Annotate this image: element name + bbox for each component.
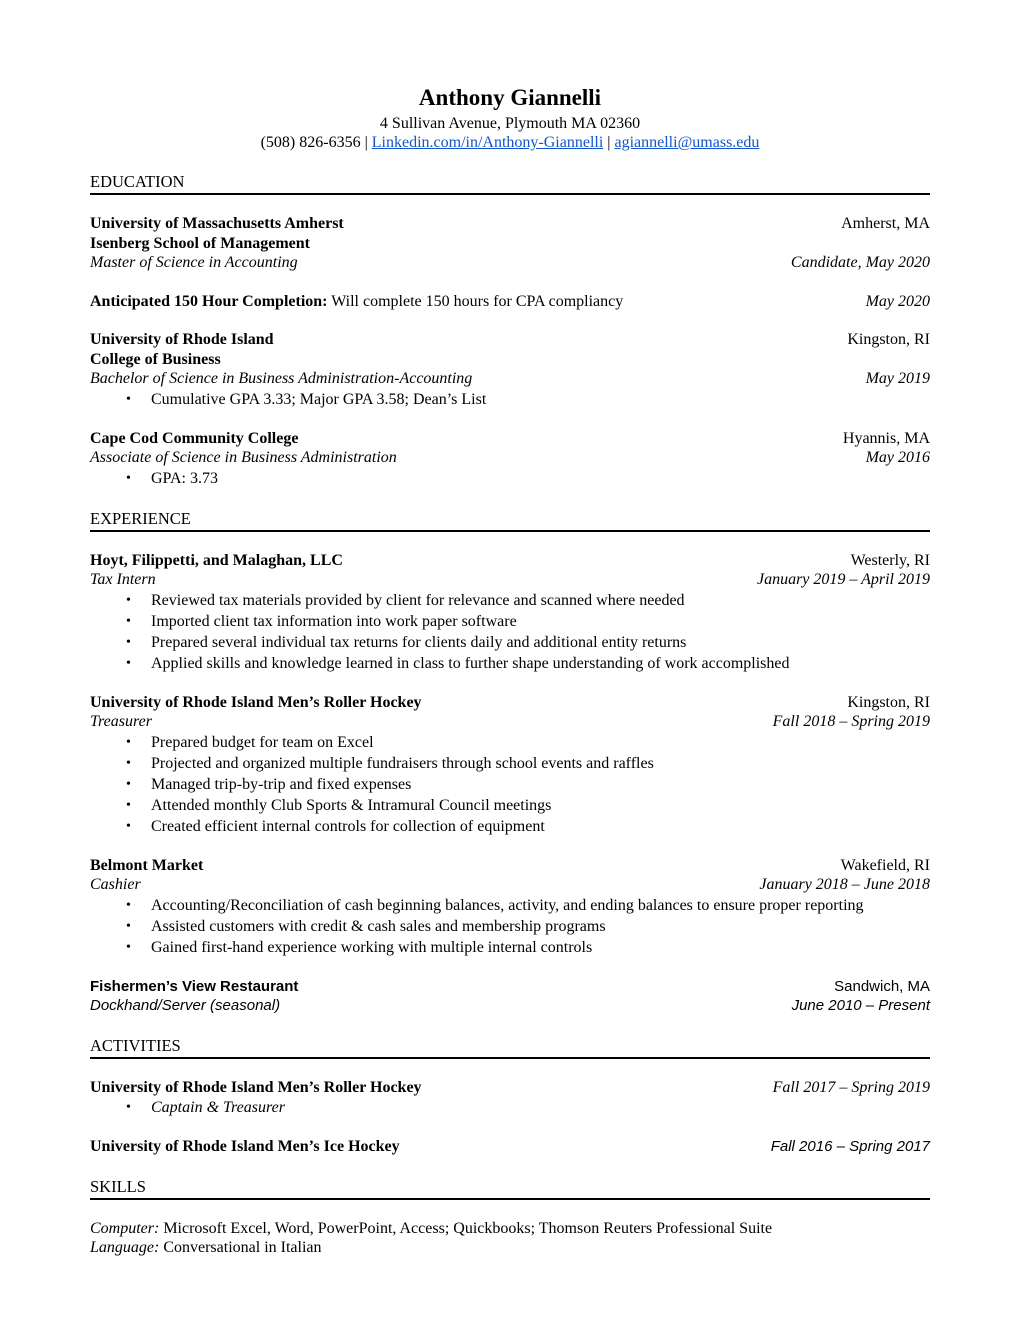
entry-right <box>827 330 930 350</box>
bullet-icon: • <box>126 734 131 750</box>
entry-left <box>90 429 298 449</box>
text-run: Cashier <box>90 876 141 893</box>
text-run: Treasurer <box>90 713 152 730</box>
bullet-icon: • <box>126 1100 131 1115</box>
entry-left <box>90 712 152 732</box>
text-run: Accounting/Reconciliation of cash beginning balances, activity, and ending balances to ensure proper reporting <box>151 896 864 914</box>
entry-right <box>753 712 930 732</box>
resume-sections <box>90 172 930 1258</box>
text-run: College of Business <box>90 350 221 368</box>
entry-left <box>90 977 298 997</box>
bullet-text <box>151 916 930 937</box>
education-entry <box>90 429 930 489</box>
experience-entry <box>90 977 930 1016</box>
text-run: Prepared several individual tax returns for clients daily and additional entity returns <box>151 633 687 651</box>
bullet-icon: • <box>126 470 131 486</box>
phone-number: (508) 826-6356 <box>260 134 361 151</box>
text-run: Amherst, MA <box>841 215 930 232</box>
bullet-item <box>90 468 930 489</box>
bullet-item <box>90 774 930 795</box>
entry-left <box>90 369 472 389</box>
entry-line <box>90 369 930 389</box>
section-education <box>90 172 930 489</box>
text-run: May 2016 <box>865 449 930 466</box>
section-title-education: EDUCATION <box>90 172 930 195</box>
entry-line <box>90 1219 930 1239</box>
bullet-icon: • <box>126 755 131 771</box>
entry-line <box>90 1078 930 1098</box>
entry-line <box>90 350 930 370</box>
entry-left <box>90 350 221 370</box>
text-run: May 2019 <box>865 370 930 387</box>
section-title-activities: ACTIVITIES <box>90 1036 930 1059</box>
section-experience <box>90 509 930 1016</box>
bullet-text <box>151 590 930 611</box>
entry-left <box>90 330 274 350</box>
text-run: Westerly, RI <box>850 551 930 569</box>
entry-left <box>90 551 343 571</box>
bullet-item <box>90 753 930 774</box>
bullet-item <box>90 632 930 653</box>
bullet-text <box>151 468 930 489</box>
text-run: Attended monthly Club Sports & Intramural Council meetings <box>151 796 552 814</box>
linkedin-link[interactable]: Linkedin.com/in/Anthony-Giannelli <box>371 134 604 151</box>
text-run: Sandwich, MA <box>834 977 930 995</box>
entry-line <box>90 996 930 1016</box>
entry-line <box>90 551 930 571</box>
text-run: Kingston, RI <box>847 693 930 711</box>
text-run: Dockhand/Server (seasonal) <box>90 997 281 1014</box>
text-run: Kingston, RI <box>847 331 930 348</box>
entry-left <box>90 1219 772 1239</box>
entry-line <box>90 292 930 312</box>
text-run: Microsoft Excel, Word, PowerPoint, Access; Quickbooks; Thomson Reuters Professional Suite <box>159 1219 773 1237</box>
text-run: Conversational in Italian <box>159 1239 322 1256</box>
text-run: Bachelor of Science in Business Administration-Accounting <box>90 370 473 387</box>
text-run: Master of Science in Accounting <box>90 254 298 271</box>
bullet-item <box>90 816 930 837</box>
entry-line <box>90 570 930 590</box>
entry-line <box>90 875 930 895</box>
bullet-item <box>90 916 930 937</box>
email-link[interactable]: agiannelli@umass.edu <box>614 134 760 151</box>
entry-right <box>751 1137 930 1157</box>
experience-entry <box>90 856 930 958</box>
text-run: Hoyt, Filippetti, and Malaghan, LLC <box>90 551 343 569</box>
education-entry <box>90 330 930 410</box>
bullet-icon: • <box>126 897 131 913</box>
text-run: Captain & Treasurer <box>151 1099 285 1116</box>
bullet-icon: • <box>126 918 131 934</box>
entry-line <box>90 214 930 234</box>
experience-entry <box>90 693 930 837</box>
entry-line <box>90 253 930 273</box>
text-run: Prepared budget for team on Excel <box>151 733 374 751</box>
text-run: University of Massachusetts Amherst <box>90 215 344 232</box>
text-run: Associate of Science in Business Administration <box>90 449 397 466</box>
bullet-item <box>90 732 930 753</box>
resume-header <box>90 84 930 152</box>
bullet-text <box>151 774 930 795</box>
text-run: University of Rhode Island Men’s Roller Hockey <box>90 1078 422 1096</box>
entry-left <box>90 253 298 273</box>
entry-right <box>846 369 930 389</box>
entry-line <box>90 712 930 732</box>
text-run: Fall 2016 – Spring 2017 <box>770 1138 930 1155</box>
bullet-item <box>90 590 930 611</box>
resume-address: 4 Sullivan Avenue, Plymouth MA 02360 <box>379 115 641 132</box>
separator: | <box>364 134 372 151</box>
bullet-icon: • <box>126 391 131 407</box>
text-run: Wakefield, RI <box>840 856 930 874</box>
skills-entry <box>90 1219 930 1258</box>
entry-left <box>90 996 280 1016</box>
entry-right <box>771 253 930 273</box>
bullet-item <box>90 653 930 674</box>
entry-left <box>90 1078 422 1098</box>
entry-right <box>821 214 930 234</box>
entry-line <box>90 330 930 350</box>
bullet-item <box>90 937 930 958</box>
activities-entry <box>90 1137 930 1157</box>
entry-left <box>90 856 203 876</box>
bullet-text <box>151 732 930 753</box>
entry-right <box>814 977 930 997</box>
separator: | <box>607 134 615 151</box>
bullet-text <box>151 895 930 916</box>
text-run: Language: <box>90 1239 160 1256</box>
text-run: Anticipated 150 Hour Completion: <box>90 292 328 310</box>
text-run: Created efficient internal controls for collection of equipment <box>151 817 545 835</box>
text-run: Isenberg School of Management <box>90 234 310 252</box>
bullet-text <box>151 816 930 837</box>
text-run: Assisted customers with credit & cash sales and membership programs <box>151 917 606 935</box>
bullet-icon: • <box>126 613 131 629</box>
text-run: Cumulative GPA 3.33; Major GPA 3.58; Dean’s List <box>151 390 487 408</box>
text-run: Applied skills and knowledge learned in class to further shape understanding of work accomplished <box>151 654 790 672</box>
bullet-item <box>90 795 930 816</box>
section-activities <box>90 1036 930 1157</box>
entry-right <box>739 875 930 895</box>
bullet-icon: • <box>126 797 131 813</box>
bullet-text <box>151 937 930 958</box>
contact-line <box>90 133 930 152</box>
text-run: May 2020 <box>865 292 930 310</box>
education-entry <box>90 214 930 273</box>
entry-line <box>90 429 930 449</box>
text-run: Gained first-hand experience working with multiple internal controls <box>151 938 593 956</box>
entry-left <box>90 292 623 312</box>
entry-line <box>90 234 930 254</box>
entry-left <box>90 234 310 254</box>
entry-line <box>90 856 930 876</box>
entry-left <box>90 1238 322 1258</box>
text-run: January 2018 – June 2018 <box>759 876 930 893</box>
entry-left <box>90 875 141 895</box>
entry-right <box>772 996 930 1016</box>
resume-name: Anthony Giannelli <box>418 85 602 110</box>
entry-line <box>90 448 930 468</box>
text-run: Cape Cod Community College <box>90 429 299 447</box>
entry-right <box>846 292 930 312</box>
bullet-text <box>151 611 930 632</box>
education-entry <box>90 292 930 312</box>
section-title-skills: SKILLS <box>90 1177 930 1200</box>
bullet-icon: • <box>126 634 131 650</box>
bullet-item <box>90 611 930 632</box>
bullet-icon: • <box>126 818 131 834</box>
entry-left <box>90 448 397 468</box>
text-run: Hyannis, MA <box>842 429 930 447</box>
bullet-text <box>151 632 930 653</box>
bullet-item <box>90 389 930 410</box>
entry-left <box>90 570 156 590</box>
text-run: GPA: 3.73 <box>151 469 218 487</box>
entry-right <box>846 448 930 468</box>
text-run: University of Rhode Island Men’s Roller Hockey <box>90 693 422 711</box>
bullet-text <box>151 1097 930 1118</box>
text-run: University of Rhode Island <box>90 331 274 348</box>
text-run: Imported client tax information into work paper software <box>151 612 517 630</box>
text-run: Candidate, May 2020 <box>790 254 930 271</box>
bullet-icon: • <box>126 939 131 955</box>
entry-left <box>90 1137 400 1157</box>
text-run: Reviewed tax materials provided by client for relevance and scanned where needed <box>151 591 685 609</box>
text-run: Fishermen’s View Restaurant <box>90 977 299 995</box>
text-run: Computer: <box>90 1219 160 1237</box>
text-run: Managed trip-by-trip and fixed expenses <box>151 775 412 793</box>
bullet-icon: • <box>126 655 131 671</box>
entry-right <box>821 856 930 876</box>
text-run: June 2010 – Present <box>791 997 930 1014</box>
entry-line <box>90 1137 930 1157</box>
bullet-icon: • <box>126 592 131 608</box>
bullet-text <box>151 389 930 410</box>
entry-line <box>90 977 930 997</box>
text-run: Will complete 150 hours for CPA compliancy <box>327 292 624 310</box>
entry-right <box>823 429 930 449</box>
text-run: University of Rhode Island Men’s Ice Hockey <box>90 1138 400 1155</box>
bullet-icon: • <box>126 776 131 792</box>
section-skills <box>90 1177 930 1258</box>
text-run: January 2019 – April 2019 <box>756 571 930 588</box>
entry-line <box>90 693 930 713</box>
entry-right <box>831 551 930 571</box>
text-run: Belmont Market <box>90 856 204 874</box>
text-run: Tax Intern <box>90 571 156 588</box>
bullet-item <box>90 895 930 916</box>
entry-left <box>90 214 344 234</box>
text-run: Fall 2018 – Spring 2019 <box>772 713 930 730</box>
text-run: Fall 2017 – Spring 2019 <box>772 1078 930 1096</box>
entry-left <box>90 693 422 713</box>
experience-entry <box>90 551 930 674</box>
entry-right <box>753 1078 930 1098</box>
bullet-text <box>151 753 930 774</box>
bullet-item <box>90 1097 930 1118</box>
entry-right <box>737 570 930 590</box>
section-title-experience: EXPERIENCE <box>90 509 930 532</box>
entry-line <box>90 1238 930 1258</box>
activities-entry <box>90 1078 930 1119</box>
bullet-text <box>151 795 930 816</box>
entry-right <box>827 693 930 713</box>
bullet-text <box>151 653 930 674</box>
text-run: Projected and organized multiple fundraisers through school events and raffles <box>151 754 654 772</box>
